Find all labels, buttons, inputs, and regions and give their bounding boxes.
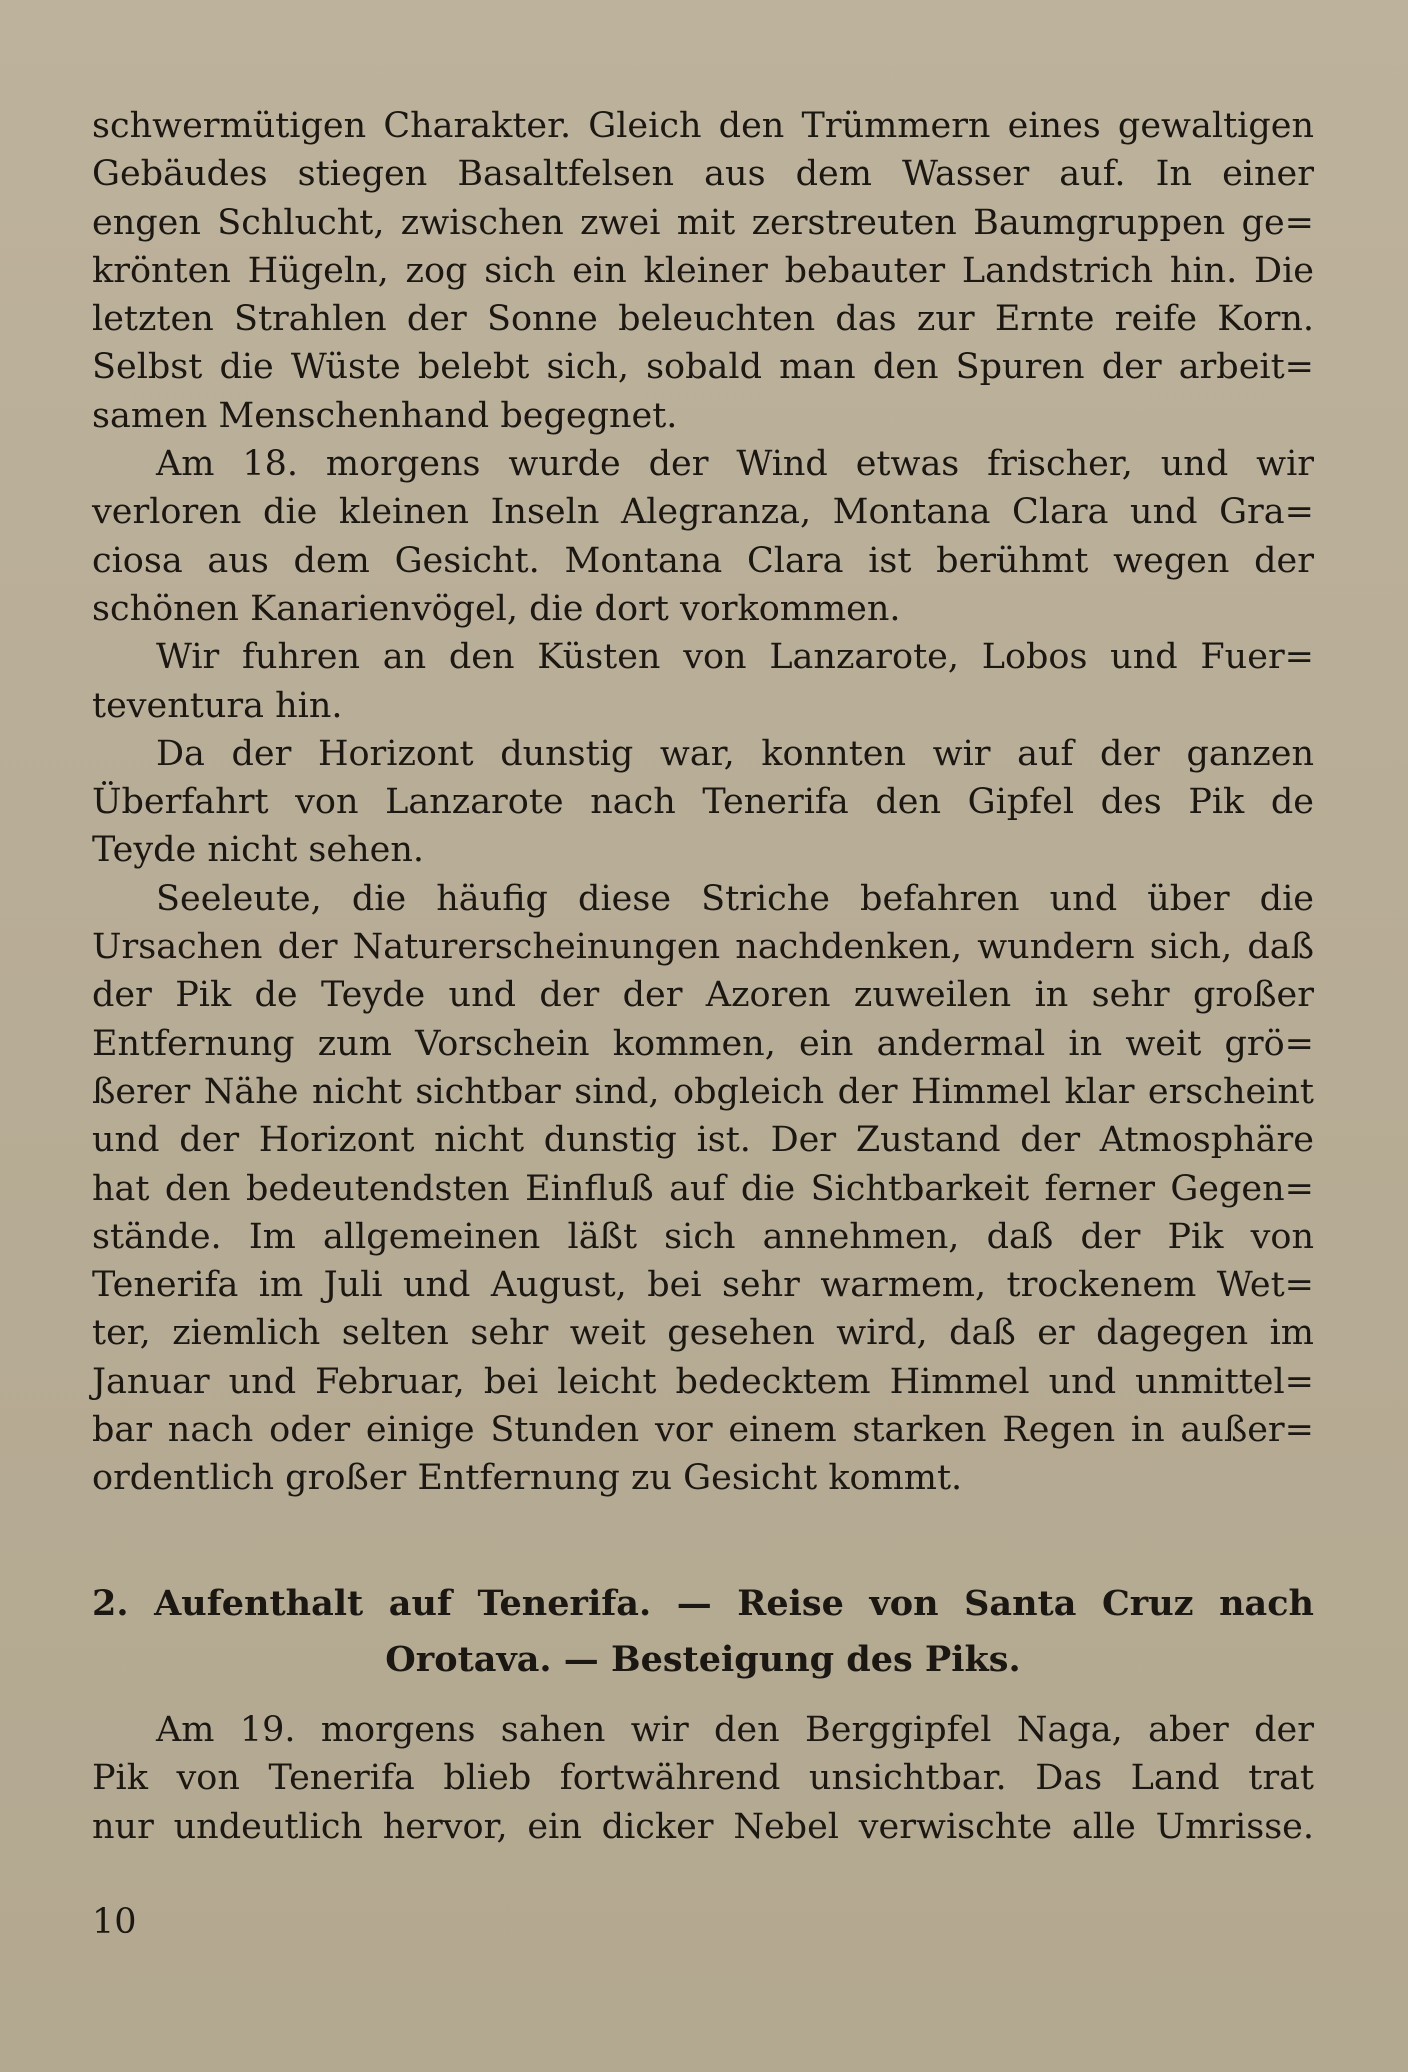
text-line: schönen Kanarienvögel, die dort vorkommen. bbox=[92, 588, 901, 629]
text-line: Gebäudes stiegen Basaltfelsen aus dem Wasser auf. In einer bbox=[92, 154, 1314, 195]
paragraph-4 bbox=[92, 730, 1314, 875]
text-line: krönten Hügeln, zog sich ein kleiner bebauter Landstrich hin. Die bbox=[92, 250, 1314, 291]
text-line: hat den bedeutendsten Einfluß auf die Sichtbarkeit ferner Gegen= bbox=[92, 1168, 1314, 1209]
text-line: ter, ziemlich selten sehr weit gesehen wird, daß er dagegen im bbox=[92, 1313, 1314, 1354]
text-line: ßerer Nähe nicht sichtbar sind, obgleich der Himmel klar erscheint bbox=[92, 1071, 1314, 1112]
text-line: teventura hin. bbox=[92, 685, 343, 726]
text-line: letzten Strahlen der Sonne beleuchten das zur Ernte reife Korn. bbox=[92, 299, 1314, 340]
text-line: Am 19. morgens sahen wir den Berggipfel Naga, aber der bbox=[156, 1710, 1314, 1750]
text-line: Entfernung zum Vorschein kommen, ein andermal in weit grö= bbox=[92, 1023, 1314, 1064]
text-line: samen Menschenhand begegnet. bbox=[92, 395, 678, 436]
text-line: nur undeutlich hervor, ein dicker Nebel verwischte alle Umrisse. bbox=[92, 1806, 1314, 1847]
paragraph-2 bbox=[92, 440, 1314, 633]
body-text-lower bbox=[92, 1706, 1314, 1851]
text-line: bar nach oder einige Stunden vor einem starken Regen in außer= bbox=[92, 1410, 1314, 1451]
text-line: Januar und Februar, bei leicht bedecktem Himmel und unmittel= bbox=[92, 1361, 1314, 1402]
page-number: 10 bbox=[92, 1902, 137, 1942]
text-line: Überfahrt von Lanzarote nach Tenerifa den Gipfel des Pik de bbox=[92, 782, 1314, 823]
body-text-upper bbox=[92, 102, 1314, 1503]
text-line: ciosa aus dem Gesicht. Montana Clara ist berühmt wegen der bbox=[92, 540, 1314, 581]
text-line: schwermütigen Charakter. Gleich den Trümmern eines gewaltigen bbox=[92, 106, 1314, 146]
text-line: Selbst die Wüste belebt sich, sobald man den Spuren der arbeit= bbox=[92, 347, 1314, 388]
paragraph-6 bbox=[92, 1706, 1314, 1851]
paragraph-3 bbox=[92, 633, 1314, 730]
text-line: der Pik de Teyde und der der Azoren zuweilen in sehr großer bbox=[92, 975, 1314, 1016]
paragraph-5 bbox=[92, 875, 1314, 1503]
text-line: Da der Horizont dunstig war, konnten wir auf der ganzen bbox=[156, 733, 1314, 774]
text-line: verloren die kleinen Inseln Alegranza, Montana Clara und Gra= bbox=[92, 492, 1314, 533]
text-line: Am 18. morgens wurde der Wind etwas frischer, und wir bbox=[156, 444, 1314, 485]
text-line: Teyde nicht sehen. bbox=[92, 830, 425, 871]
heading-line: Orotava. — Besteigung des Piks. bbox=[385, 1639, 1021, 1680]
heading-line: 2. Aufenthalt auf Tenerifa. — Reise von Santa Cruz nach bbox=[92, 1583, 1314, 1624]
text-line: und der Horizont nicht dunstig ist. Der Zustand der Atmosphäre bbox=[92, 1120, 1314, 1161]
section-heading bbox=[92, 1576, 1314, 1688]
text-line: Ursachen der Naturerscheinungen nachdenken, wundern sich, daß bbox=[92, 927, 1314, 968]
text-line: Tenerifa im Juli und August, bei sehr warmem, trockenem Wet= bbox=[92, 1265, 1314, 1306]
text-line: Wir fuhren an den Küsten von Lanzarote, Lobos und Fuer= bbox=[156, 637, 1314, 678]
text-line: ordentlich großer Entfernung zu Gesicht kommt. bbox=[92, 1458, 963, 1499]
text-line: stände. Im allgemeinen läßt sich annehmen, daß der Pik von bbox=[92, 1216, 1314, 1257]
text-line: engen Schlucht, zwischen zwei mit zerstreuten Baumgruppen ge= bbox=[92, 202, 1314, 243]
paragraph-1 bbox=[92, 102, 1314, 440]
text-line: Pik von Tenerifa blieb fortwährend unsichtbar. Das Land trat bbox=[92, 1758, 1314, 1799]
text-line: Seeleute, die häufig diese Striche befahren und über die bbox=[156, 878, 1314, 919]
